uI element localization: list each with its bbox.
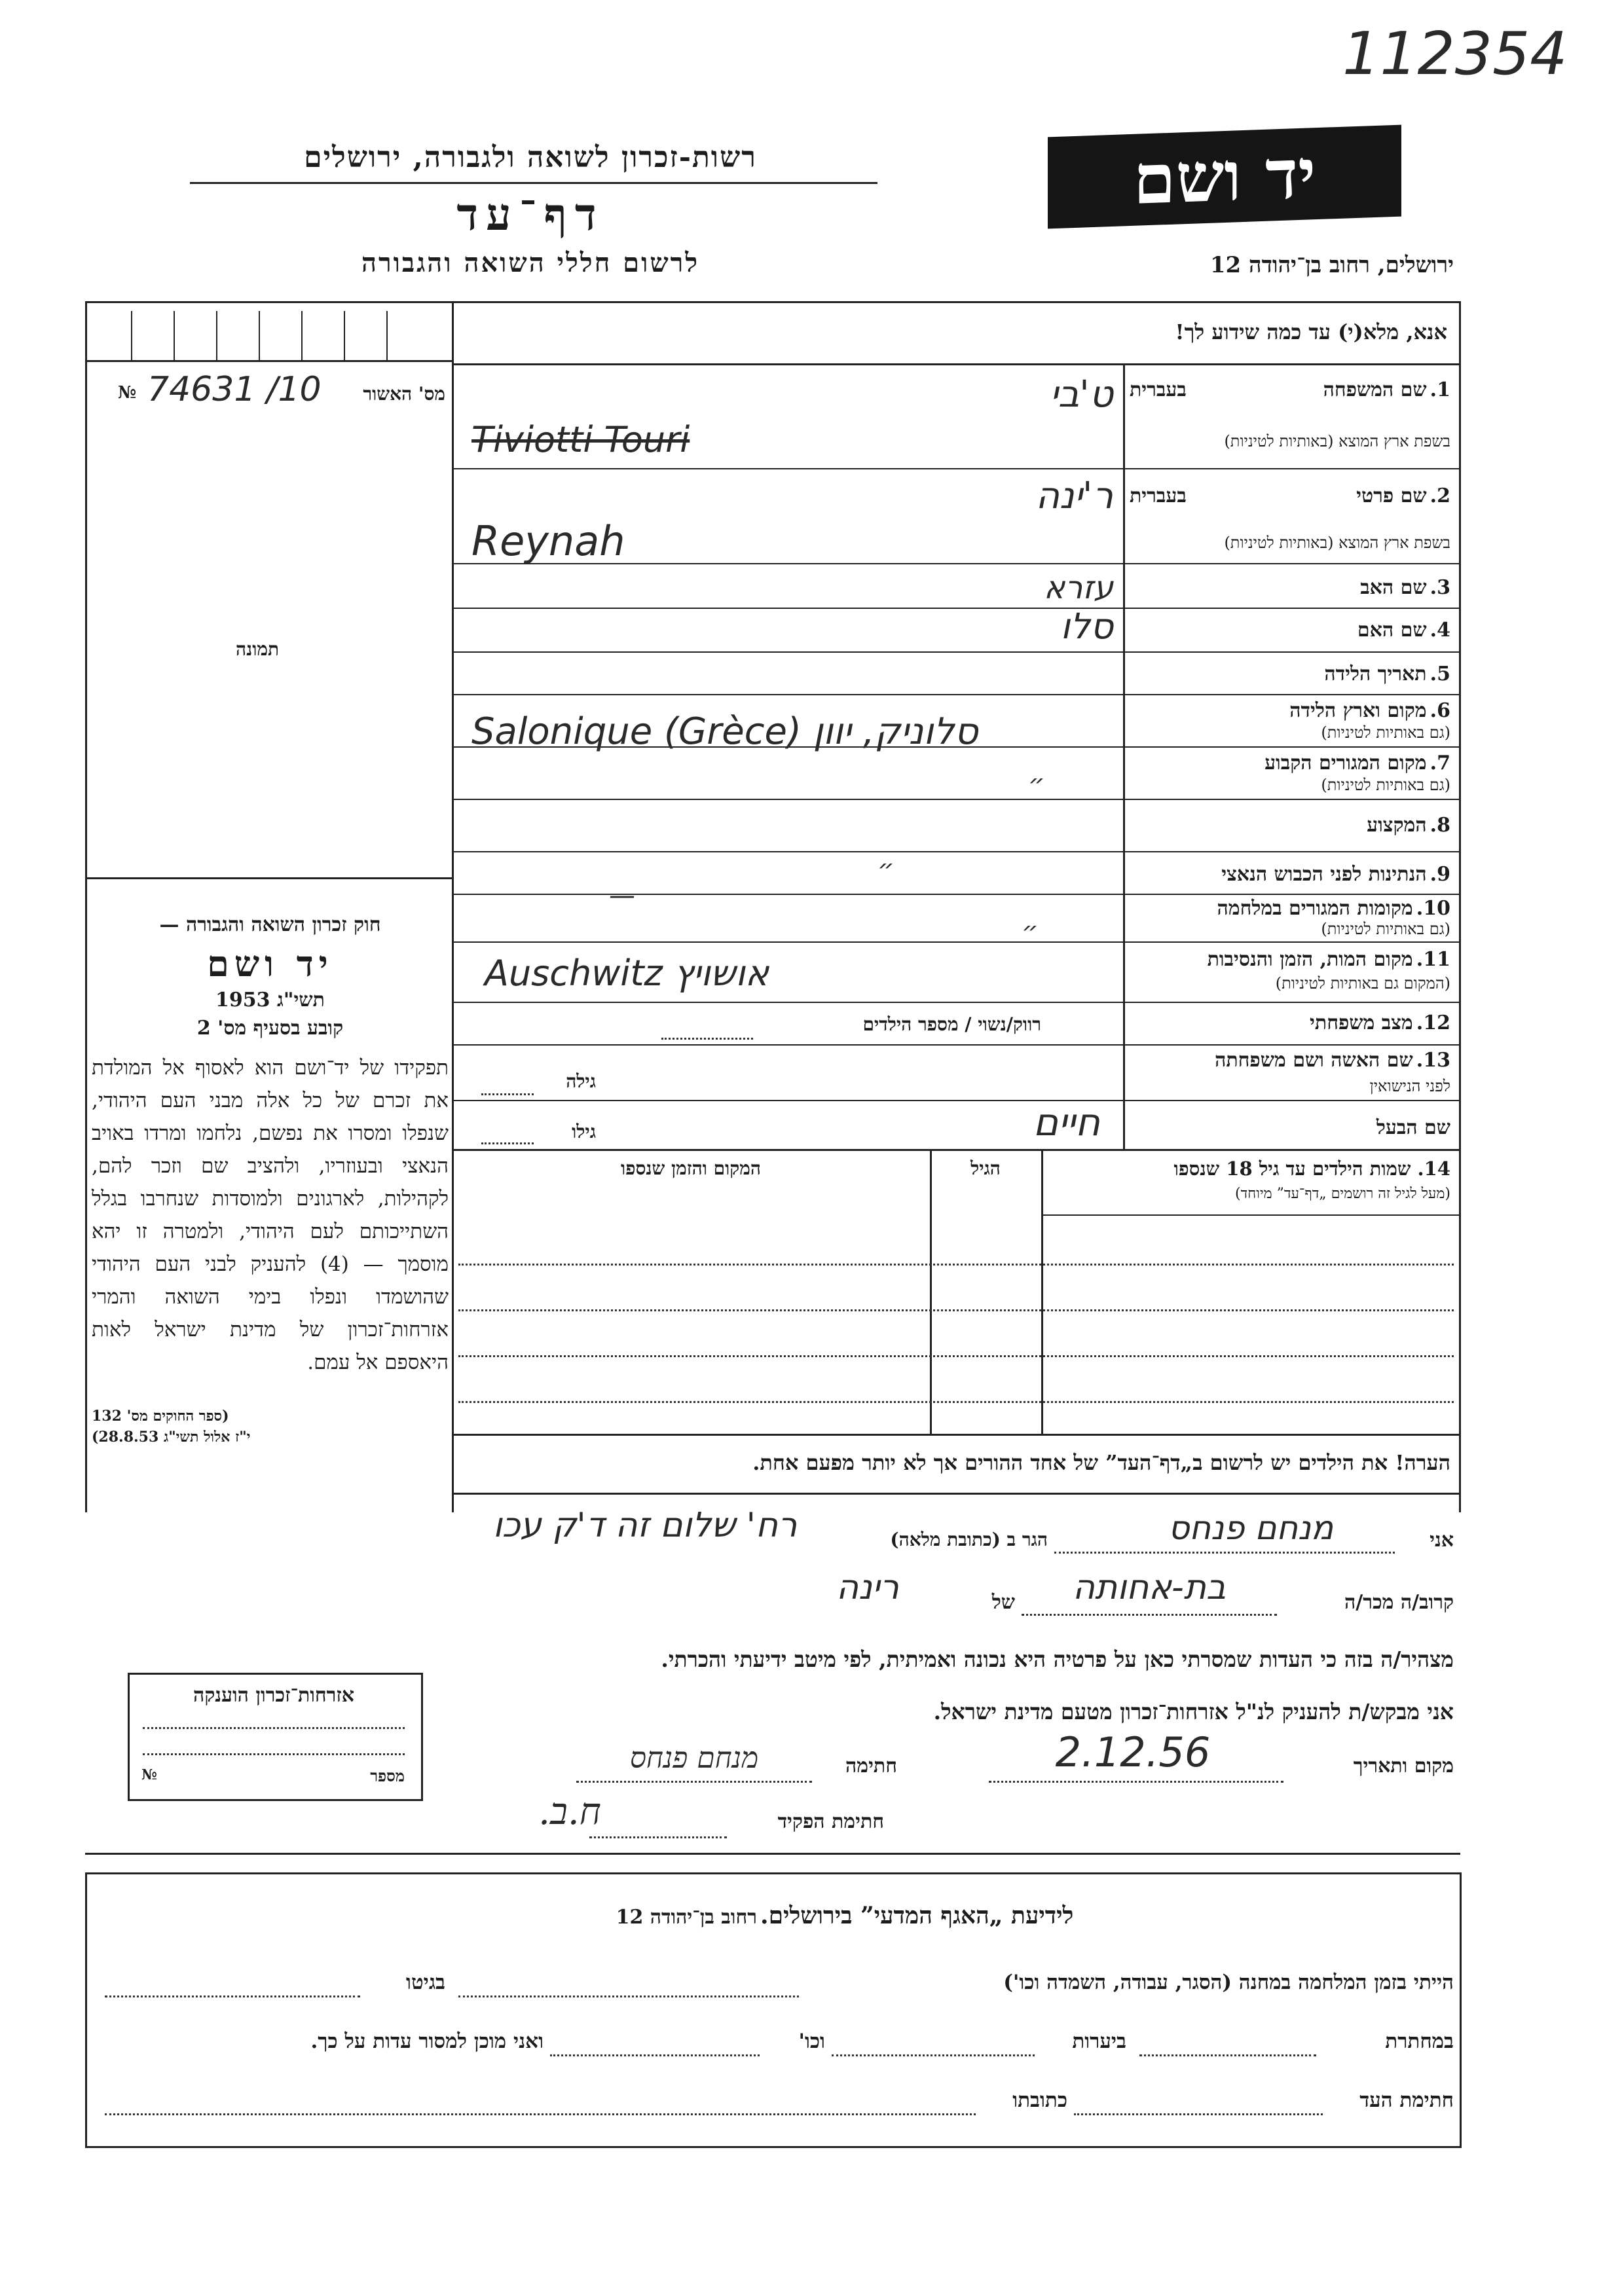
field-12-label: 12. מצב משפחתי bbox=[1310, 1011, 1450, 1034]
stamp-box-title: אזרחות־זכרון הוענקה bbox=[193, 1684, 355, 1707]
field-2-value-latin[interactable]: Reynah bbox=[471, 517, 625, 565]
note-bottom bbox=[452, 1493, 1460, 1495]
row-divider bbox=[452, 1149, 1460, 1151]
archive-number: 112354 bbox=[1342, 20, 1568, 88]
field-2-label: 2. שם פרטי בעברית bbox=[1130, 484, 1450, 507]
stamp-box-number-label: מספר bbox=[370, 1766, 405, 1785]
declaration-line-2: אני מבקש/ת להעניק לנ"ל אזרחות־זכרון מטעם מדינת ישראל. bbox=[933, 1699, 1454, 1724]
field-6-value[interactable]: Salonique (Grèce) סלוניק, יוון bbox=[471, 710, 978, 753]
field-8-label: 8. המקצוע bbox=[1367, 814, 1450, 837]
field-13-label: 13. שם האשה ושם משפחתה bbox=[1215, 1049, 1450, 1072]
left-column-border bbox=[452, 301, 454, 1512]
place-date-dots bbox=[989, 1781, 1283, 1783]
form-title: דף־עד bbox=[456, 189, 604, 241]
declaration-resides-label: הגר ב (כתובת מלאה) bbox=[890, 1529, 1048, 1550]
scientific-line-1: הייתי בזמן המלחמה במחנה (הסגר, עבודה, השמדה וכו') bbox=[1003, 1971, 1454, 1994]
field-7-value[interactable]: ״ bbox=[1028, 769, 1045, 799]
children-row-line bbox=[458, 1355, 1454, 1357]
etc-label: וכו' bbox=[798, 2030, 825, 2053]
approval-number: 74631 /10 bbox=[147, 370, 322, 409]
underground-label: במחתרת bbox=[1385, 2030, 1454, 2053]
field-1-hebrew-tag: בעברית bbox=[1130, 378, 1187, 401]
camp-dots bbox=[458, 1995, 799, 1997]
field-11-value[interactable]: Auschwitz אושויץ bbox=[485, 953, 769, 994]
forests-dots bbox=[832, 2054, 1035, 2056]
frame-top bbox=[85, 301, 1460, 303]
ghetto-dots bbox=[105, 1995, 360, 1997]
header-underline bbox=[190, 182, 877, 184]
row-divider bbox=[452, 651, 1460, 653]
declarant-name-dots bbox=[1054, 1552, 1395, 1554]
field-11-sub: (המקום גם באותיות לטיניות) bbox=[1275, 974, 1450, 993]
tick-mark bbox=[174, 311, 175, 360]
ready-text: ואני מוכן למסור עדות על כך. bbox=[310, 2030, 544, 2053]
tick-mark bbox=[216, 311, 217, 360]
place-date-label: מקום ותאריך bbox=[1353, 1755, 1454, 1777]
declaration-ani-label: אני bbox=[1430, 1529, 1454, 1552]
signature-value[interactable]: מנחם פנחס bbox=[629, 1741, 759, 1775]
children-col-place: המקום והזמן שנספו bbox=[621, 1157, 761, 1179]
form-subtitle: לרשום חללי השואה והגבורה bbox=[361, 247, 700, 278]
signature-label: חתימה bbox=[845, 1755, 897, 1777]
scientific-title: לידיעת „האגף המדעי” בירושלים. רחוב בן־יהודה 12 bbox=[616, 1902, 1074, 1929]
children-title: 14. שמות הילדים עד גיל 18 שנספו bbox=[1173, 1157, 1450, 1180]
forests-label: ביערות bbox=[1072, 2030, 1126, 2053]
tick-mark bbox=[344, 311, 345, 360]
law-sidebar bbox=[92, 913, 449, 1446]
row-divider bbox=[452, 694, 1460, 695]
husband-age-dots bbox=[481, 1142, 534, 1144]
field-9-label: 9. הנתינות לפני הכבוש הנאצי bbox=[1221, 863, 1450, 886]
scientific-address: רחוב בן־יהודה 12 bbox=[616, 1906, 757, 1929]
declarant-address[interactable]: רח' שלום זה ד'ק עכו bbox=[492, 1506, 798, 1545]
children-bottom bbox=[452, 1434, 1460, 1436]
tick-mark bbox=[386, 311, 388, 360]
frame-bottom bbox=[85, 1853, 1460, 1855]
field-13-sub: לפני הנישואין bbox=[1369, 1077, 1450, 1095]
yad-vashem-logo: יד ושם bbox=[1048, 125, 1401, 229]
declaration-relative-label: קרוב/ה מכר/ה bbox=[1344, 1591, 1454, 1614]
children-row-line bbox=[458, 1401, 1454, 1403]
field-1-value-hebrew[interactable]: ט'בי bbox=[1050, 373, 1113, 416]
field-label-column-border bbox=[1123, 363, 1125, 1149]
children-col-border bbox=[930, 1149, 932, 1434]
tick-mark bbox=[131, 311, 132, 360]
field-3-value[interactable]: עזרא bbox=[1044, 570, 1113, 606]
intro-text: אנא, מלא(י) עד כמה שידוע לך! bbox=[1175, 319, 1447, 344]
law-year: תשי"ג 1953 bbox=[215, 989, 325, 1011]
declarant-relation-dots bbox=[1022, 1614, 1277, 1616]
field-11-label: 11. מקום המות, הזמן והנסיבות bbox=[1207, 948, 1450, 971]
frame-left bbox=[85, 301, 87, 1512]
officer-signature[interactable]: ח.ב. bbox=[538, 1791, 601, 1833]
field-9-ditto: — bbox=[609, 881, 635, 911]
witness-signature-label: חתימת העד bbox=[1359, 2088, 1454, 2112]
intro-divider bbox=[452, 363, 1460, 365]
field-2-sub: בשפת ארץ המוצא (באותיות לטיניות) bbox=[1224, 534, 1450, 552]
law-clause: קובע בסעיף מס' 2 bbox=[196, 1017, 344, 1040]
field-6-label: 6. מקום וארץ הלידה bbox=[1289, 699, 1450, 722]
children-col-border bbox=[1041, 1149, 1043, 1434]
field-12-value[interactable]: רווק/נשוי / מספר הילדים bbox=[862, 1013, 1041, 1035]
witness-address-label: כתובתו bbox=[1012, 2088, 1067, 2112]
stamp-box-dots bbox=[143, 1727, 405, 1729]
field-2-value-hebrew[interactable]: ר'ינה bbox=[1035, 475, 1113, 517]
officer-dots bbox=[589, 1836, 727, 1838]
place-date-value[interactable]: 2.12.56 bbox=[1055, 1728, 1211, 1776]
row-divider bbox=[452, 468, 1460, 469]
law-logo: יד ושם bbox=[207, 943, 333, 985]
declarant-name[interactable]: מנחם פנחס bbox=[1168, 1509, 1334, 1547]
children-col-age: הגיל bbox=[970, 1157, 1001, 1179]
row-divider bbox=[452, 799, 1460, 800]
stamp-box-no-sign: № bbox=[141, 1766, 157, 1783]
field-10-value[interactable]: ״ bbox=[1022, 917, 1039, 947]
field-4-value[interactable]: סלו bbox=[1060, 606, 1113, 647]
witness-signature-dots bbox=[1074, 2113, 1323, 2115]
field-5-label: 5. תאריך הלידה bbox=[1324, 663, 1450, 685]
field-3-label: 3. שם האב bbox=[1360, 576, 1450, 599]
field-12-dots bbox=[661, 1038, 753, 1040]
ghetto-label: בגיטו bbox=[406, 1971, 445, 1994]
field-1-label: 1. שם המשפחה בעברית bbox=[1130, 378, 1450, 401]
underground-dots bbox=[1139, 2054, 1316, 2056]
frame-right bbox=[1459, 301, 1461, 1512]
witness-address-dots bbox=[105, 2113, 976, 2115]
children-row-line bbox=[458, 1264, 1454, 1266]
field-13-age-label: גילה bbox=[566, 1070, 596, 1092]
children-note: הערה! את הילדים יש לרשום ב„דף־העד” של אחד ההורים אך לא יותר מפעם אחת. bbox=[752, 1450, 1450, 1475]
field-1-sub: בשפת ארץ המוצא (באותיות לטיניות) bbox=[1224, 432, 1450, 450]
tick-mark bbox=[259, 311, 260, 360]
law-source-date: י"ז אלול תשי"ג 28.8.53) bbox=[92, 1429, 251, 1446]
approval-no-sign: № bbox=[118, 383, 137, 403]
law-title: חוק זכרון השואה והגבורה — bbox=[159, 913, 381, 936]
officer-label: חתימת הפקיד bbox=[777, 1810, 884, 1833]
field-7-sub: (גם באותיות לטיניות) bbox=[1321, 776, 1450, 794]
signature-dots bbox=[576, 1781, 812, 1783]
row-divider bbox=[452, 1002, 1460, 1003]
field-10-label: 10. מקומות המגורים במלחמה bbox=[1217, 897, 1450, 920]
memorial-citizenship-box bbox=[128, 1673, 423, 1801]
header-address: ירושלים, רחוב בן־יהודה 12 bbox=[1209, 252, 1454, 278]
field-4-label: 4. שם האם bbox=[1357, 619, 1450, 642]
tick-mark bbox=[301, 311, 303, 360]
photo-label: תמונה bbox=[236, 638, 280, 660]
approval-label: מס' האשור bbox=[363, 383, 445, 405]
law-body: תפקידו של יד־ושם הוא לאסוף אל המולדת את זכרם של כל אלה מבני העם היהודי, שנפלו ומסרו את נפשם, נלחמו ומרדו באויב הנאצי ובעוזריו, ולהציב שם וזכר להם, לקהילות, לארגונים ולמוסדות שנחרבו בגלל השתייכותם לעם היהודי, ולמטרה זו יהא מוסמך — (4) להעניק לבני העם היהודי שהושמדו ונפלו בימי השואה והמרי אזרחות־זכרון של מדינת ישראל לאות היאספם אל עמם. bbox=[92, 1056, 449, 1374]
field-9-value[interactable]: ״ bbox=[877, 854, 895, 884]
declaration-line-1: מצהיר/ה בזה כי העדות שמסרתי כאן על פרטיה היא נכונה ואמיתית, לפי מיטב ידיעתי והכרתי. bbox=[661, 1647, 1454, 1672]
children-sub: (מעל לגיל זה רושמים „דף־עד” מיוחד) bbox=[1235, 1186, 1450, 1202]
row-divider bbox=[452, 1044, 1460, 1046]
declarant-relation[interactable]: בת-אחותה bbox=[1072, 1568, 1227, 1607]
children-header-divider bbox=[1041, 1214, 1460, 1216]
husband-label: שם הבעל bbox=[1376, 1116, 1450, 1139]
authority-name: רשות-זכרון לשואה ולגבורה, ירושלים bbox=[304, 141, 757, 174]
field-6-sub: (גם באותיות לטיניות) bbox=[1321, 723, 1450, 742]
field-7-label: 7. מקום המגורים הקבוע bbox=[1264, 752, 1450, 774]
field-1-value-latin[interactable]: Tiviotti Touri bbox=[471, 419, 690, 460]
declaration-of-label: של bbox=[991, 1591, 1015, 1614]
sidebar-divider bbox=[85, 877, 452, 879]
field-2-hebrew-tag: בעברית bbox=[1130, 484, 1187, 507]
stamp-box-dots bbox=[143, 1753, 405, 1755]
field-10-sub: (גם באותיות לטיניות) bbox=[1321, 920, 1450, 938]
husband-age-label: גילו bbox=[572, 1121, 596, 1142]
declarant-of-name[interactable]: רינה bbox=[836, 1568, 899, 1607]
row-divider bbox=[452, 894, 1460, 895]
etc-dots bbox=[550, 2054, 760, 2056]
row-divider bbox=[452, 851, 1460, 852]
row-divider bbox=[452, 941, 1460, 943]
law-source: (ספר החוקים מס' 132 bbox=[92, 1408, 229, 1425]
row-divider bbox=[452, 608, 1460, 609]
field-13-age-dots bbox=[481, 1093, 534, 1095]
husband-value[interactable]: חיים bbox=[1033, 1100, 1100, 1144]
children-row-line bbox=[458, 1309, 1454, 1311]
approval-box-divider bbox=[85, 360, 452, 362]
